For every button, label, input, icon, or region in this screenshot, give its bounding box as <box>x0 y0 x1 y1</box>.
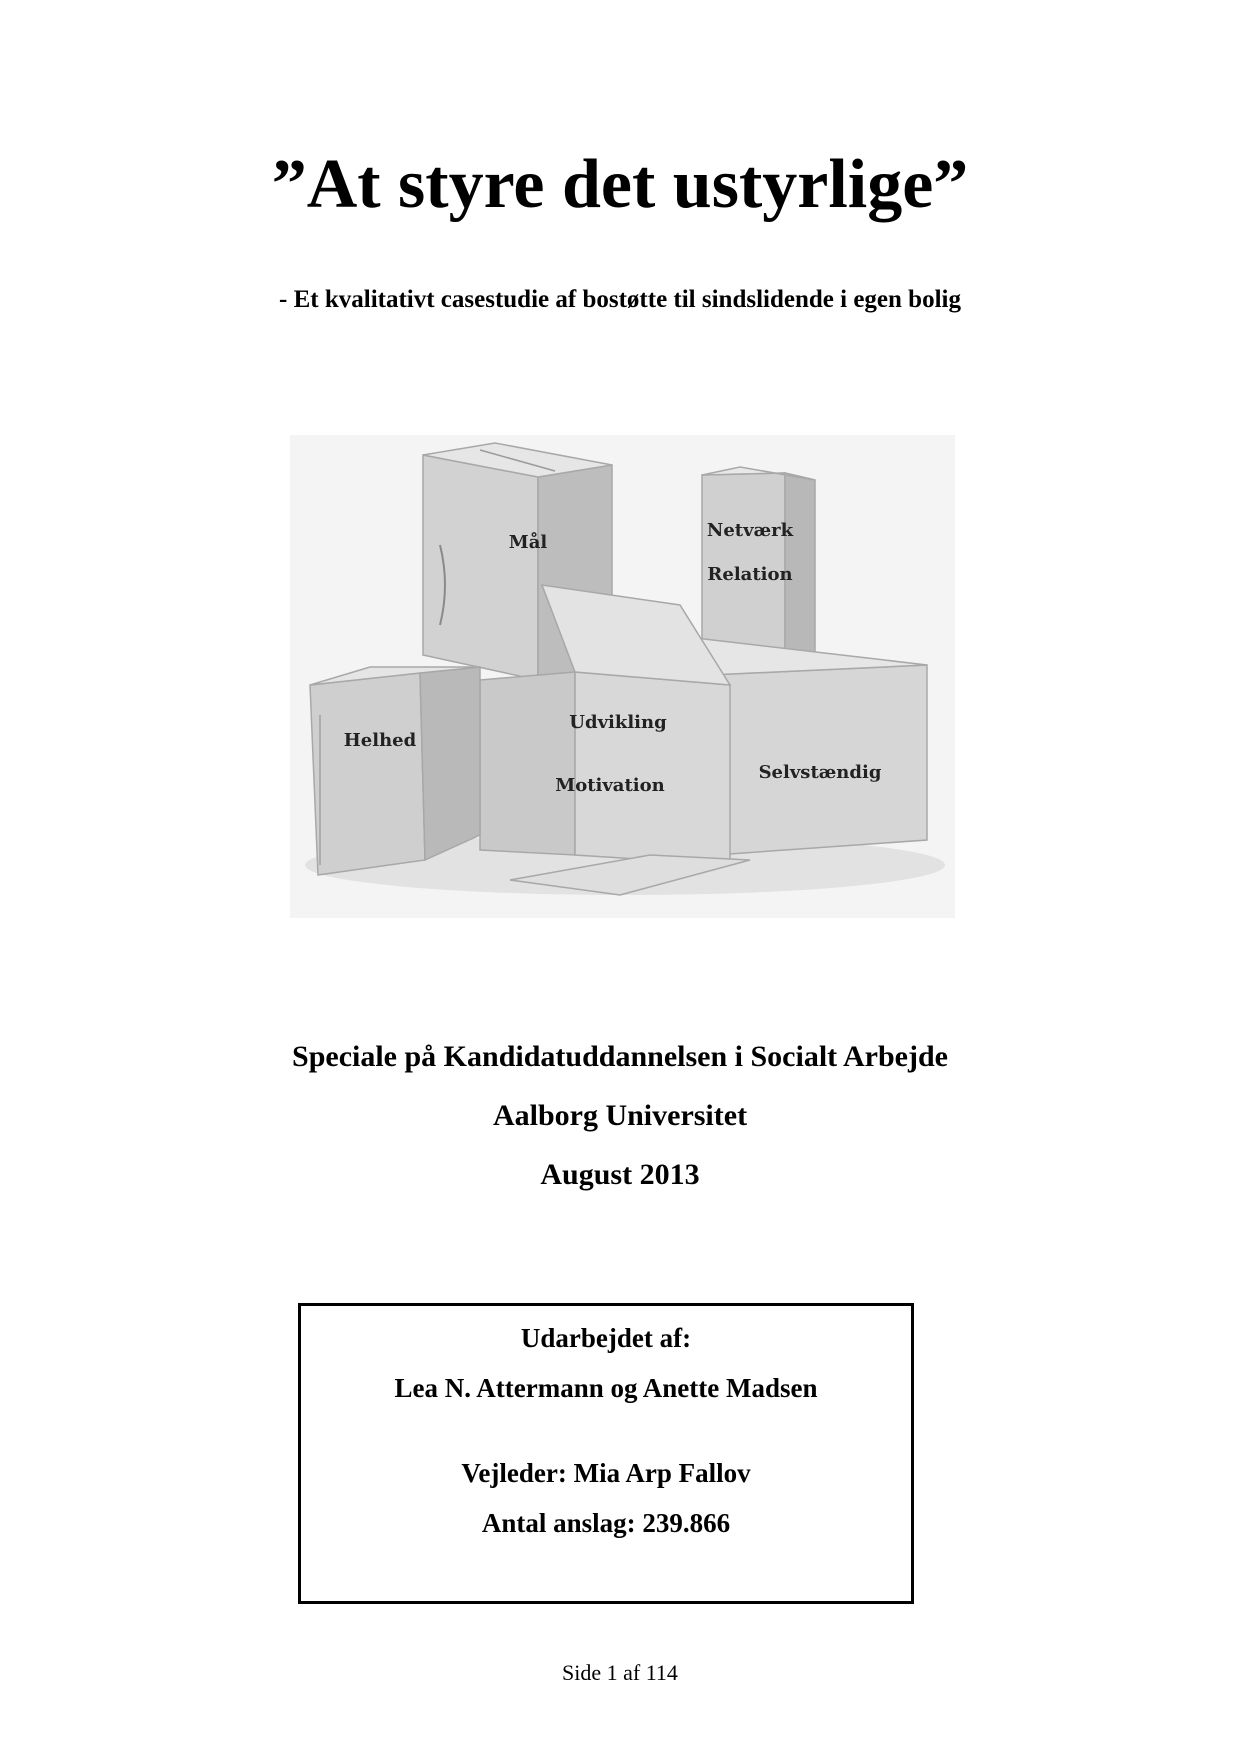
document-subtitle: - Et kvalitativt casestudie af bostøtte til sindslidende i egen bolig <box>279 286 961 313</box>
supervisor: Vejleder: Mia Arp Fallov <box>461 1458 751 1488</box>
author-info-box <box>298 1303 914 1604</box>
authors: Lea N. Attermann og Anette Madsen <box>394 1373 818 1403</box>
university-name: Aalborg Universitet <box>492 1099 748 1132</box>
label-maal: Mål <box>508 532 548 553</box>
label-selvstaendig: Selvstændig <box>758 762 882 783</box>
program-name: Speciale på Kandidatuddannelsen i Socialt Arbejde <box>292 1040 948 1073</box>
label-netvaerk: Netværk <box>706 520 794 541</box>
cardboard-boxes-illustration <box>290 435 955 918</box>
document-date: August 2013 <box>540 1158 700 1191</box>
label-udvikling: Udvikling <box>569 712 667 733</box>
document-title: ”At styre det ustyrlige” <box>271 146 969 223</box>
label-relation: Relation <box>707 564 793 585</box>
character-count: Antal anslag: 239.866 <box>481 1508 731 1538</box>
label-motivation: Motivation <box>555 775 665 796</box>
box-helhed <box>310 667 480 875</box>
page-number: Side 1 af 114 <box>562 1660 678 1685</box>
prepared-by-label: Udarbejdet af: <box>520 1323 692 1353</box>
label-helhed: Helhed <box>343 730 417 751</box>
